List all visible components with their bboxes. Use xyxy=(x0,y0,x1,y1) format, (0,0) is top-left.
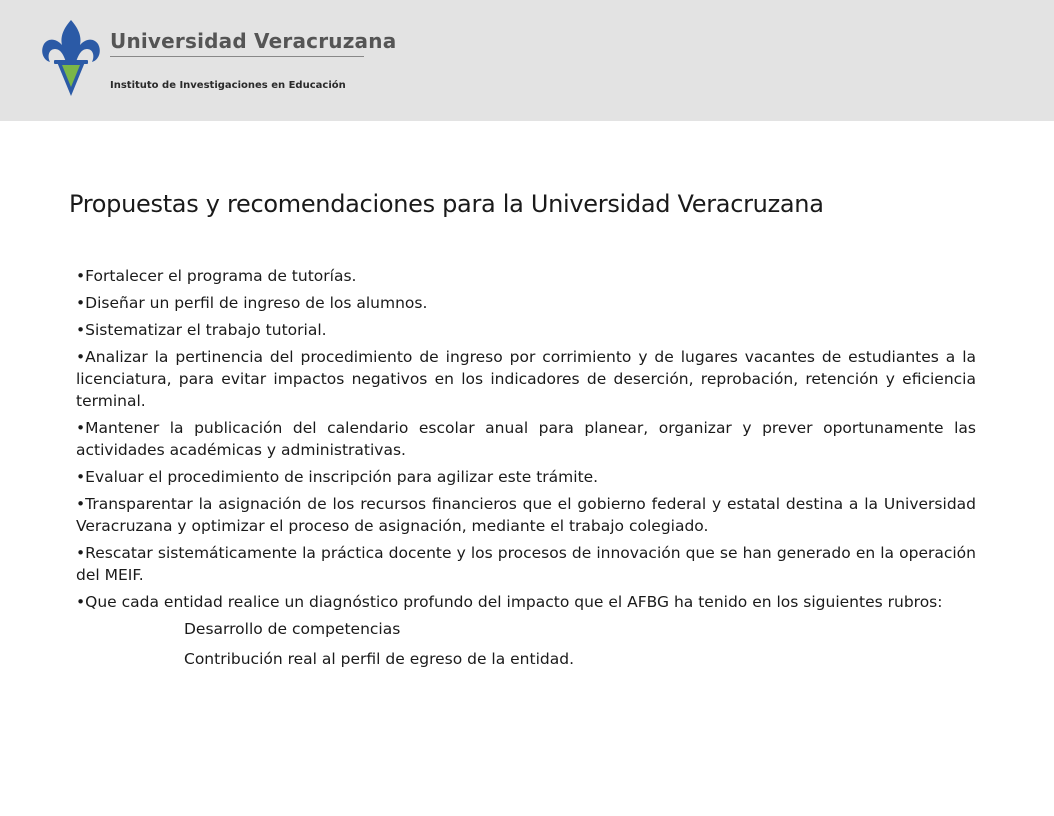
university-logo-icon xyxy=(40,18,102,98)
list-item xyxy=(76,292,976,314)
bullet-mark: • xyxy=(76,348,86,366)
list-item-text: Rescatar sistemáticamente la práctica docente y los procesos de innovación que se han generado en la operación del MEIF. xyxy=(76,544,976,584)
sub-list-item: Contribución real al perfil de egreso de la entidad. xyxy=(184,650,574,668)
recommendation-list xyxy=(76,265,976,613)
list-item-text: Que cada entidad realice un diagnóstico profundo del impacto que el AFBG ha tenido en los siguientes rubros: xyxy=(85,593,943,611)
bullet-mark: • xyxy=(76,419,86,437)
list-item-text: Diseñar un perfil de ingreso de los alumnos. xyxy=(85,294,428,312)
list-item xyxy=(76,265,976,287)
list-item-text: Evaluar el procedimiento de inscripción para agilizar este trámite. xyxy=(85,468,599,486)
page-title: Propuestas y recomendaciones para la Universidad Veracruzana xyxy=(69,190,824,218)
bullet-mark: • xyxy=(76,468,86,486)
bullet-mark: • xyxy=(76,495,86,513)
list-item xyxy=(76,493,976,537)
bullet-mark: • xyxy=(76,321,86,339)
list-item-text: Mantener la publicación del calendario escolar anual para planear, organizar y prever oportunamente las actividades académicas y administrativas. xyxy=(76,419,976,459)
list-item xyxy=(76,417,976,461)
list-item xyxy=(76,591,976,613)
bullet-mark: • xyxy=(76,593,86,611)
list-item xyxy=(76,542,976,586)
content-body xyxy=(76,265,976,678)
bullet-mark: • xyxy=(76,267,86,285)
brand-name: Universidad Veracruzana xyxy=(110,29,397,53)
sub-list-item: Desarrollo de competencias xyxy=(184,620,401,638)
list-item-text: Fortalecer el programa de tutorías. xyxy=(85,267,357,285)
bullet-mark: • xyxy=(76,294,86,312)
list-item xyxy=(76,319,976,341)
brand-divider xyxy=(110,56,364,57)
list-item xyxy=(76,466,976,488)
list-item-text: Analizar la pertinencia del procedimiento de ingreso por corrimiento y de lugares vacantes de estudiantes a la licenciatura, para evitar impactos negativos en los indicadores de deserción, reprobación, retención y eficiencia terminal. xyxy=(76,348,976,410)
list-item-text: Sistematizar el trabajo tutorial. xyxy=(85,321,327,339)
brand-subtitle: Instituto de Investigaciones en Educación xyxy=(110,80,346,91)
list-item-text: Transparentar la asignación de los recursos financieros que el gobierno federal y estatal destina a la Universidad Veracruzana y optimizar el proceso de asignación, mediante el trabajo colegiado. xyxy=(76,495,976,535)
header-band xyxy=(0,0,1054,121)
bullet-mark: • xyxy=(76,544,86,562)
sub-list xyxy=(76,618,976,670)
list-item xyxy=(76,346,976,412)
